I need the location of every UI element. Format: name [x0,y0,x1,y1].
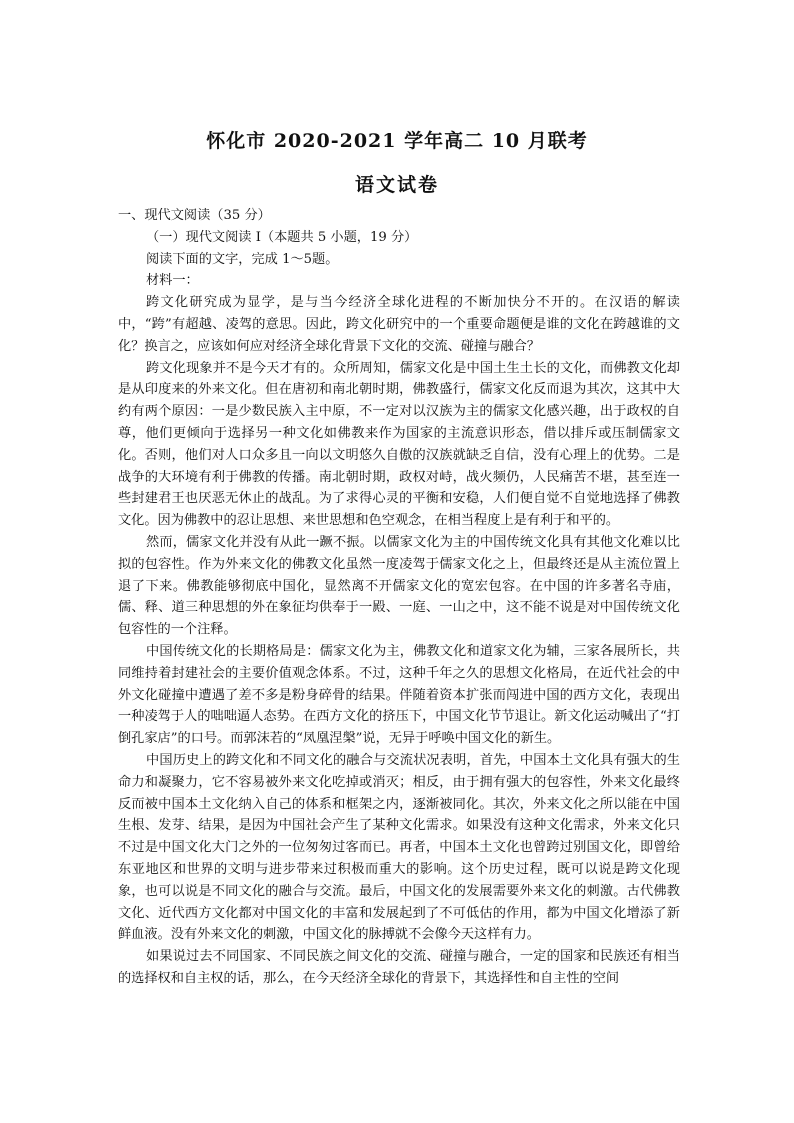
paragraph-3: 然而，儒家文化并没有从此一蹶不振。以儒家文化为主的中国传统文化具有其他文化难以比拟的包容性。作为外来文化的佛教文化虽然一度凌驾于儒家文化之上，但最终还是从主流位置上退了下来。佛教能够彻底中国化，显然离不开儒家文化的宽宏包容。在中国的许多著名寺庙，儒、释、道三种思想的外在象征均供奉于一殿、一庭、一山之中，这不能不说是对中国传统文化包容性的一个注释。 [118,534,680,638]
material-label: 材料一： [146,273,199,289]
exam-title: 怀化市 2020-2021 学年高二 10 月联考 [206,130,588,152]
section-subheading: （一）现代文阅读 I（本题共 5 小题，19 分） [146,229,418,245]
paragraph-4: 中国传统文化的长期格局是：儒家文化为主，佛教文化和道家文化为辅，三家各展所长，共同维持着封建社会的主要价值观念体系。不过，这种千年之久的思想文化格局，在近代社会的中外文化碰撞中遭遇了差不多是粉身碎骨的结果。伴随着资本扩张而闯进中国的西方文化，表现出一种凌驾于人的咄咄逼人态势。在西方文化的挤压下，中国文化节节退让。新文化运动喊出了“打倒孔家店”的口号。而郭沫若的“凤凰涅槃”说，无异于呼唤中国文化的新生。 [118,643,680,747]
paragraph-6: 如果说过去不同国家、不同民族之间文化的交流、碰撞与融合，一定的国家和民族还有相当的选择权和自主权的话，那么，在今天经济全球化的背景下，其选择性和自主性的空间 [118,949,680,986]
exam-body [118,205,680,990]
exam-subtitle: 语文试卷 [354,174,439,196]
paragraph-5: 中国历史上的跨文化和不同文化的融合与交流状况表明，首先，中国本土文化具有强大的生命力和凝聚力，它不容易被外来文化吃掉或消灭；相反，由于拥有强大的包容性，外来文化最终反而被中国本土文化纳入自己的体系和框架之内，逐渐被同化。其次，外来文化之所以能在中国生根、发芽、结果，是因为中国社会产生了某种文化需求。如果没有这种文化需求，外来文化只不过是中国文化大门之外的一位匆匆过客而已。再者，中国本土文化也曾跨过别国文化，即曾给东亚地区和世界的文明与进步带来过积极而重大的影响。这个历史过程，既可以说是跨文化现象，也可以说是不同文化的融合与交流。最后，中国文化的发展需要外来文化的刺激。古代佛教文化、近代西方文化都对中国文化的丰富和发展起到了不可低估的作用，都为中国文化增添了新鲜血液。没有外来文化的刺激，中国文化的脉搏就不会像今天这样有力。 [118,752,680,943]
reading-instruction: 阅读下面的文字，完成 1～5题。 [146,251,339,267]
paragraph-1: 跨文化研究成为显学，是与当今经济全球化进程的不断加快分不开的。在汉语的解读中，“跨”有超越、凌驾的意思。因此，跨文化研究中的一个重要命题便是谁的文化在跨越谁的文化？换言之，应该如何应对经济全球化背景下文化的交流、碰撞与融合？ [118,295,680,354]
paragraph-2: 跨文化现象并不是今天才有的。众所周知，儒家文化是中国土生土长的文化，而佛教文化却是从印度来的外来文化。但在唐初和南北朝时期，佛教盛行，儒家文化反而退为其次，这其中大约有两个原因：一是少数民族入主中原，不一定对以汉族为主的儒家文化感兴趣，出于政权的自尊，他们更倾向于选择另一种文化如佛教来作为国家的主流意识形态，借以排斥或压制儒家文化。否则，他们对人口众多且一向以文明悠久自傲的汉族就缺乏自信，没有心理上的优势。二是战争的大环境有利于佛教的传播。南北朝时期，政权对峙，战火频仍，人民痛苦不堪，甚至连一些封建君王也厌恶无休止的战乱。为了求得心灵的平衡和安稳，人们便自觉不自觉地选择了佛教文化。因为佛教中的忍让思想、来世思想和色空观念，在相当程度上是有利于和平的。 [118,360,680,529]
section-heading: 一、现代文阅读（35 分） [118,208,271,223]
